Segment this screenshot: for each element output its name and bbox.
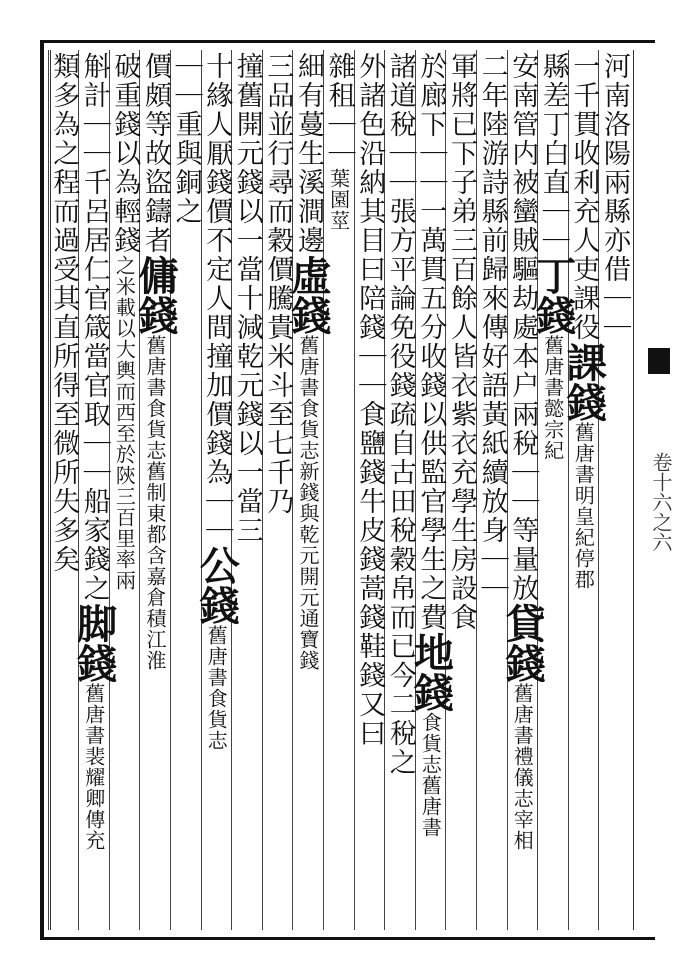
annotation-text: 舊唐書食貨志新錢與乾元開元通寶錢: [295, 335, 320, 671]
margin-label: 卷十六之六: [649, 452, 673, 552]
page-margin: [640, 52, 680, 932]
body-text: 安南管内被蠻賊驅劫處本户兩稅｜｜等量放: [507, 52, 539, 603]
entry-heading: 公錢: [193, 545, 241, 625]
body-text: 三品並行尋而穀價騰貴米斗至七千乃: [262, 52, 294, 516]
body-text: 雜租｜｜: [323, 52, 355, 168]
body-text: 於廊下｜｜一萬貫五分收錢以供監官學生之費: [415, 52, 447, 632]
entry-heading: 虛錢: [285, 255, 332, 335]
entry-heading: 傭錢: [132, 255, 179, 335]
body-text: 諸道稅｜｜張方平論免役錢疏自古田稅穀帛而已今二稅之: [384, 52, 416, 777]
annotation-text: 食貨志舊唐書: [418, 712, 443, 838]
body-text: 細有蔓生溪澗邊: [292, 52, 324, 255]
entry-heading: 地錢: [407, 632, 455, 712]
entry-heading: 丁錢: [530, 255, 577, 335]
body-text: 價頗等故盜鑄者: [139, 52, 171, 255]
body-text: 二年陸游詩縣前歸來傳好語黃紙續放身｜｜: [476, 52, 508, 603]
body-text: 軍將已下子弟三百餘人皆衣紫衣充學生房設食: [445, 52, 477, 632]
body-text: 類多為之程而過受其直所得至微所失多矣: [48, 52, 80, 574]
body-text: 河南洛陽兩縣亦借｜｜: [598, 52, 630, 342]
annotation-text: 葉園莖: [326, 168, 351, 231]
body-text: 撞舊開元錢以一當十減乾元錢以一當三: [231, 52, 263, 545]
frame-top-border: [40, 40, 655, 43]
annotation-text: 舊唐書食貨志舊制東都含嘉倉積江淮: [142, 335, 167, 671]
body-text: ｜｜重與銅之: [170, 52, 202, 226]
text-column: [41, 52, 88, 928]
fish-tail-mark: [648, 348, 670, 374]
body-text: 斛計｜｜千呂居仁官箴當官取｜｜船家錢之: [78, 52, 110, 603]
body-text: 十緣人厭錢價不定人間撞加價錢為｜｜: [201, 52, 233, 545]
body-text: 外諸色沿納其目曰陪錢｜｜食鹽錢牛皮錢蒿錢鞋錢又曰: [354, 52, 386, 748]
frame-bottom-border: [40, 937, 655, 940]
annotation-text: 舊唐書禮儀志宰相: [510, 683, 535, 851]
body-text: 破重錢以為輕錢: [109, 52, 141, 255]
body-text: 一千貫收利充人吏課役: [568, 52, 600, 342]
annotation-text: 之米載以大輿而西至於陝三百里率兩: [112, 255, 137, 591]
entry-heading: 貸錢: [499, 603, 547, 683]
entry-heading: 脚錢: [71, 603, 118, 683]
annotation-text: 舊唐書裴耀卿傳充: [81, 683, 106, 851]
annotation-text: 舊唐書懿宗紀: [540, 335, 565, 461]
body-text: 縣差丁白直｜｜: [537, 52, 569, 255]
annotation-text: 舊唐書食貨志: [204, 625, 229, 751]
annotation-text: 舊唐書明皇紀停郡: [571, 422, 596, 590]
entry-heading: 課錢: [560, 342, 608, 422]
